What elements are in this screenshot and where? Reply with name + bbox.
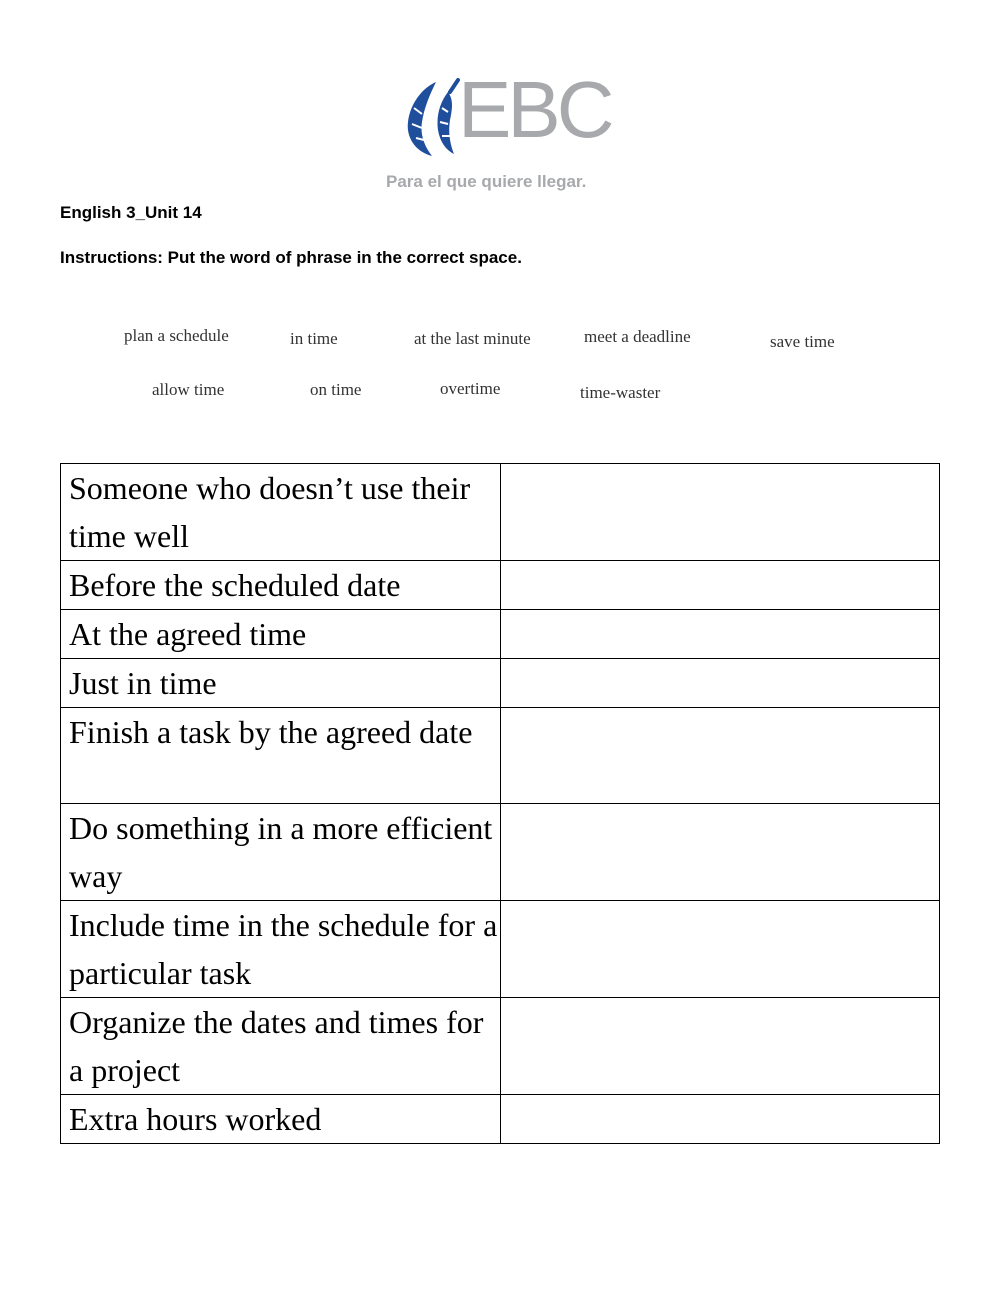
word-bank-item[interactable]: time-waster bbox=[580, 383, 661, 402]
answer-drop-zone[interactable] bbox=[501, 804, 940, 901]
instructions-text: Instructions: Put the word of phrase in the correct space. bbox=[60, 248, 522, 267]
answer-drop-zone[interactable] bbox=[501, 659, 940, 708]
table-row bbox=[61, 464, 940, 561]
logo-wordmark: EBC bbox=[458, 65, 611, 154]
table-row bbox=[61, 659, 940, 708]
table-row bbox=[61, 708, 940, 804]
table-row bbox=[61, 804, 940, 901]
definition-cell: Do something in a more efficient way bbox=[61, 804, 501, 901]
answer-drop-zone[interactable] bbox=[501, 1095, 940, 1144]
answer-drop-zone[interactable] bbox=[501, 998, 940, 1095]
answer-drop-zone[interactable] bbox=[501, 708, 940, 804]
definition-cell: Extra hours worked bbox=[61, 1095, 501, 1144]
table-row bbox=[61, 610, 940, 659]
definition-cell: At the agreed time bbox=[61, 610, 501, 659]
definition-cell: Just in time bbox=[61, 659, 501, 708]
logo-tagline: Para el que quiere llegar. bbox=[386, 172, 587, 191]
definition-cell: Organize the dates and times for a project bbox=[61, 998, 501, 1095]
matching-table bbox=[60, 463, 940, 1144]
answer-drop-zone[interactable] bbox=[501, 464, 940, 561]
document-title: English 3_Unit 14 bbox=[60, 203, 202, 222]
leaf-emblem-icon bbox=[402, 78, 462, 158]
word-bank-item[interactable]: plan a schedule bbox=[124, 326, 229, 345]
word-bank-item[interactable]: in time bbox=[290, 329, 338, 348]
table-row bbox=[61, 1095, 940, 1144]
table-row bbox=[61, 561, 940, 610]
definition-cell: Finish a task by the agreed date bbox=[61, 708, 501, 804]
ebc-logo bbox=[380, 65, 640, 200]
table-row bbox=[61, 901, 940, 998]
word-bank-item[interactable]: meet a deadline bbox=[584, 327, 691, 346]
answer-drop-zone[interactable] bbox=[501, 561, 940, 610]
answer-drop-zone[interactable] bbox=[501, 610, 940, 659]
word-bank-item[interactable]: allow time bbox=[152, 380, 225, 399]
word-bank-item[interactable]: overtime bbox=[440, 379, 501, 398]
word-bank-item[interactable]: on time bbox=[310, 380, 362, 399]
definition-cell: Someone who doesn’t use their time well bbox=[61, 464, 501, 561]
answer-drop-zone[interactable] bbox=[501, 901, 940, 998]
definition-cell: Before the scheduled date bbox=[61, 561, 501, 610]
word-bank-item[interactable]: save time bbox=[770, 332, 835, 351]
word-bank-item[interactable]: at the last minute bbox=[414, 329, 531, 348]
definition-cell: Include time in the schedule for a particular task bbox=[61, 901, 501, 998]
table-row bbox=[61, 998, 940, 1095]
